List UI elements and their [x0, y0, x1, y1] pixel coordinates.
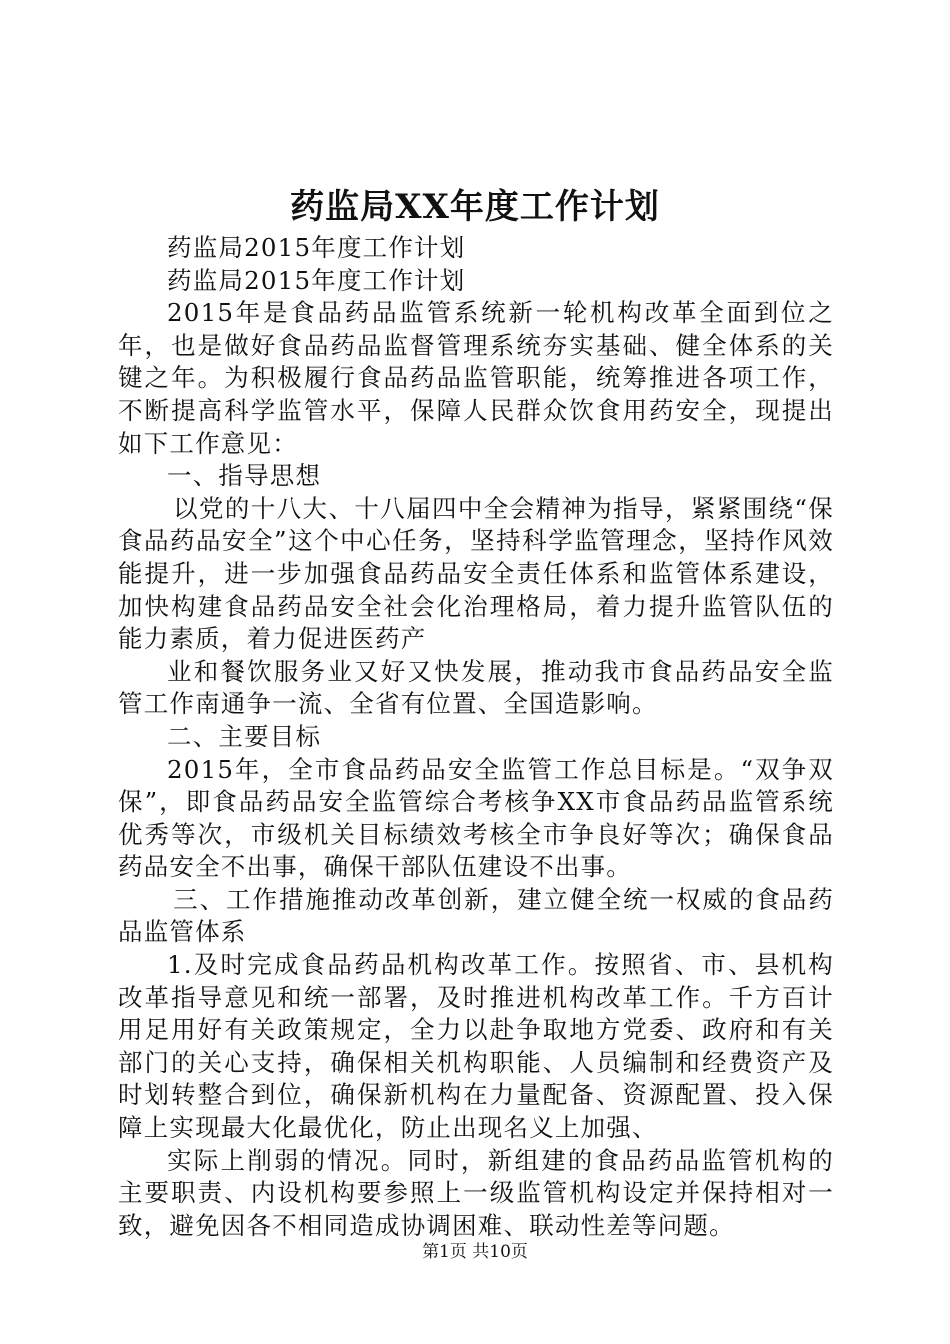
document-body [118, 232, 834, 1242]
page-footer: 第1页 共10页 [422, 1242, 528, 1262]
document-title: 药监局XX年度工作计划 [290, 187, 660, 227]
intro-paragraph: 2015年是食品药品监管系统新一轮机构改革全面到位之年，也是做好食品药品监督管理系统夯实基础、健全体系的关键之年。为积极履行食品药品监管职能，统筹推进各项工作，不断提高科学监管水平，保障人民群众饮食用药安全，现提出如下工作意见： [118, 298, 834, 458]
subtitle-line-1: 药监局2015年度工作计划 [167, 233, 466, 262]
measure-1-paragraph: 1.及时完成食品药品机构改革工作。按照省、市、县机构改革指导意见和统一部署，及时推进机构改革工作。千方百计用足用好有关政策规定，全力以赴争取地方党委、政府和有关部门的关心支持，确保相关机构职能、人员编制和经费资产及时划转整合到位，确保新机构在力量配备、资源配置、投入保障上实现最大化最优化，防止出现名义上加强、 [118, 950, 834, 1143]
guiding-ideology-paragraph: 以党的十八大、十八届四中全会精神为指导，紧紧围绕“保食品药品安全”这个中心任务，坚持科学监管理念，坚持作风效能提升，进一步加强食品药品安全责任体系和监管体系建设，加快构建食品药品安全社会化治理格局，着力提升监管队伍的能力素质，着力促进医药产 [118, 493, 834, 654]
section-heading-guiding-ideology: 一、指导思想 [167, 461, 322, 491]
subtitle-line-2: 药监局2015年度工作计划 [167, 265, 466, 295]
main-goals-paragraph: 2015年，全市食品药品安全监管工作总目标是。“双争双保”，即食品药品安全监管综合考核争XX市食品药品监管系统优秀等次，市级机关目标绩效考核全市争良好等次；确保食品药品安全不出事，确保干部队伍建设不出事。 [118, 754, 834, 882]
section-heading-work-measures: 三、工作措施推动改革创新，建立健全统一权威的食品药品监管体系 [118, 884, 834, 947]
guiding-ideology-continued: 业和餐饮服务业又好又快发展，推动我市食品药品安全监管工作南通争一流、全省有位置、全国造影响。 [118, 656, 834, 719]
measure-1-continued: 实际上削弱的情况。同时，新组建的食品药品监管机构的主要职责、内设机构要参照上一级监管机构设定并保持相对一致，避免因各不相同造成协调困难、联动性差等问题。 [118, 1145, 834, 1240]
section-heading-main-goals: 二、主要目标 [167, 721, 322, 751]
